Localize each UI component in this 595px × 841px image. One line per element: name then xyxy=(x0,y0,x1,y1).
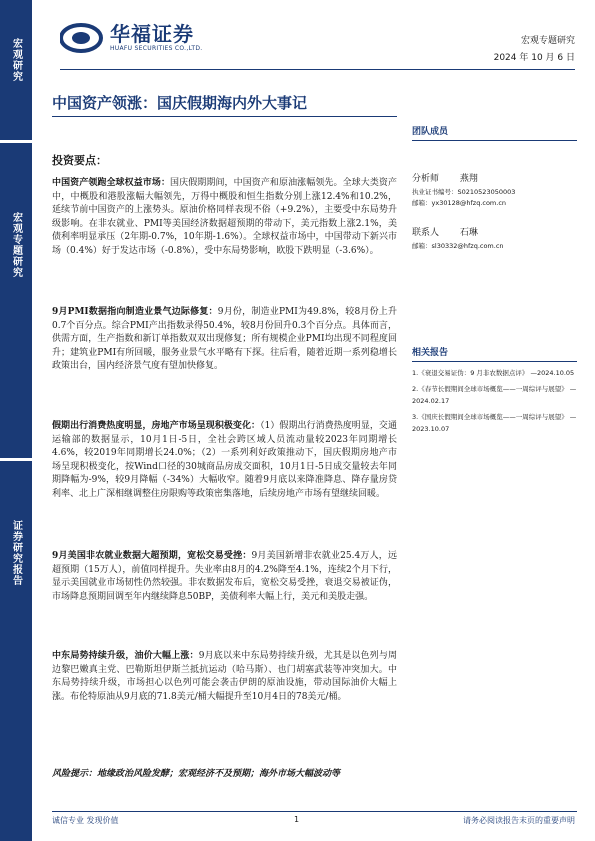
key-points-heading: 投资要点： xyxy=(52,154,107,167)
logo-name-cn: 华福证券 xyxy=(110,22,194,46)
logo-name-en: HUAFU SECURITIES CO.,LTD. xyxy=(110,45,203,52)
sidebar-label-macro-topic: 宏观专题研究 xyxy=(10,212,22,278)
company-logo-icon xyxy=(60,18,104,58)
paragraph-us-nonfarm xyxy=(52,550,397,604)
paragraph-lead: 9月美国非农就业数据大超预期，宽松交易受挫： xyxy=(52,551,252,561)
footer-disclaimer: 请务必阅读报告末页的重要声明 xyxy=(463,816,575,825)
related-reports-section xyxy=(412,345,577,435)
sidebar-divider xyxy=(0,458,32,461)
sidebar xyxy=(0,0,32,841)
analyst-name: 燕翔 xyxy=(459,174,478,184)
title-divider xyxy=(52,116,397,117)
analyst-line xyxy=(412,171,577,184)
report-date: 2024 年 10 月 6 日 xyxy=(493,53,575,63)
analyst-email[interactable]: 邮箱：yx30128@hfzq.com.cn xyxy=(412,199,507,207)
paragraph-body: 国庆假期期间，中国资产和原油涨幅领先。全球大类资产中，中概股和港股涨幅大幅领先，万得中概股和恒生指数分别上涨12.4%和10.2%，延续节前中国资产的上涨势头。原油价格同样表现不俗（+9.2%），主要受中东局势升级影响。在非农就业、PMI等美国经济数据超预期的带动下，美元指数上涨2.1%，美债利率明显承压（2年期-0.7%，10年期-1.6%）。全球权益市场中，中国带动下新兴市场（0.4%）好于发达市场（-0.8%），受中东局势影响，欧股下跌明显（-3.6%）。 xyxy=(52,178,397,256)
related-reports-heading: 相关报告 xyxy=(412,345,577,362)
paragraph-body: （1）假期出行消费热度明显，交通运输部的数据显示，10月1日-5日，全社会跨区域人员流动量较2023年同期增长4.6%，较2019年同期增长24.0%；（2）一系列利好政策推动下，国庆假期房地产市场呈现积极变化，按Wind口径的30城商品房成交面积，10月1日-5日成交量较去年同期降幅为-9%，较9月降幅（-34%）大幅收窄。随着9月底以来降准降息、降存量房贷利率、北上广深相继调整住房限购等政策密集落地，后续房地产市场有望继续回暖。 xyxy=(52,421,397,499)
page-number: 1 xyxy=(294,815,300,824)
company-logo xyxy=(60,18,220,58)
page-title: 中国资产领涨：国庆假期海内外大事记 xyxy=(52,94,308,112)
paragraph-body: 9月美国新增非农就业25.4万人，远超预期（15万人），前值同样提升。失业率由8月的4.2%降至4.1%，连续2个月下行，显示美国就业市场韧性仍然较强。非农数据发布后，宽松交易受挫，衰退交易被证伪，市场降息预期回调至年内继续降息50BP，美债利率大幅上行，美元和美股走强。 xyxy=(52,551,397,602)
sidebar-label-macro: 宏观研究 xyxy=(10,38,22,82)
related-report-item[interactable]: 1.《衰退交易证伪：9 月非农数据点评》 —2024.10.05 xyxy=(412,369,575,377)
paragraph-holiday-consumption xyxy=(52,420,397,502)
paragraph-lead: 假期出行消费热度明显，房地产市场呈现积极变化： xyxy=(52,421,261,431)
paragraph-lead: 中东局势持续升级，油价大幅上涨： xyxy=(52,651,199,661)
header-divider xyxy=(60,69,575,70)
contact-line xyxy=(412,225,577,238)
paragraph-global-equity xyxy=(52,177,397,259)
risk-warning: 风险提示：地缘政治风险发酵；宏观经济不及预期；海外市场大幅波动等 xyxy=(52,769,341,779)
team-heading: 团队成员 xyxy=(412,124,577,141)
analyst-role: 分析师 xyxy=(412,174,440,184)
paragraph-middle-east-oil xyxy=(52,650,397,704)
paragraph-lead: 9月PMI数据指向制造业景气边际修复： xyxy=(52,307,218,317)
contact-name: 石琳 xyxy=(459,228,478,238)
related-report-item[interactable]: 3.《国庆长假期间全球市场概览——一周综评与展望》 —2023.10.07 xyxy=(412,413,577,433)
paragraph-lead: 中国资产领跑全球权益市场： xyxy=(52,178,171,188)
team-section xyxy=(412,124,577,252)
related-report-item[interactable]: 2.《春节长假期间全球市场概览——一周综评与展望》 —2024.02.17 xyxy=(412,385,577,405)
paragraph-body: 9月份，制造业PMI为49.8%，较8月份上升0.7个百分点。综合PMI产出指数录得50.4%，较8月份回升0.3个百分点。具体而言，供需方面，生产指数和新订单指数双双出现修复；所有规模企业PMI均出现不同程度回升；建筑业PMI有所回暖，服务业景气水平略有下探。往后看，随着近期一系列稳增长政策出台，国内经济景气度有望加快修复。 xyxy=(52,307,398,372)
footer-slogan: 诚信专业 发现价值 xyxy=(52,816,119,825)
analyst-certificate: 执业证书编号：S0210523050003 xyxy=(412,188,516,196)
report-type: 宏观专题研究 xyxy=(520,36,575,46)
sidebar-label-securities-report: 证券研究报告 xyxy=(10,520,22,586)
sidebar-divider xyxy=(0,140,32,143)
contact-role: 联系人 xyxy=(412,228,440,238)
footer-divider xyxy=(52,811,577,812)
contact-email[interactable]: 邮箱：sl30332@hfzq.com.cn xyxy=(412,242,504,250)
paragraph-body: 9月底以来中东局势持续升级，尤其是以色列与周边黎巴嫩真主党、巴勒斯坦伊斯兰抵抗运动（哈马斯）、也门胡塞武装等冲突加大。中东局势持续升级，市场担心以色列可能会袭击伊朗的原油设施，带动国际油价大幅上涨。布伦特原油从9月底的71.8美元/桶大幅提升至10月4日的78美元/桶。 xyxy=(52,651,397,702)
paragraph-pmi xyxy=(52,306,397,374)
